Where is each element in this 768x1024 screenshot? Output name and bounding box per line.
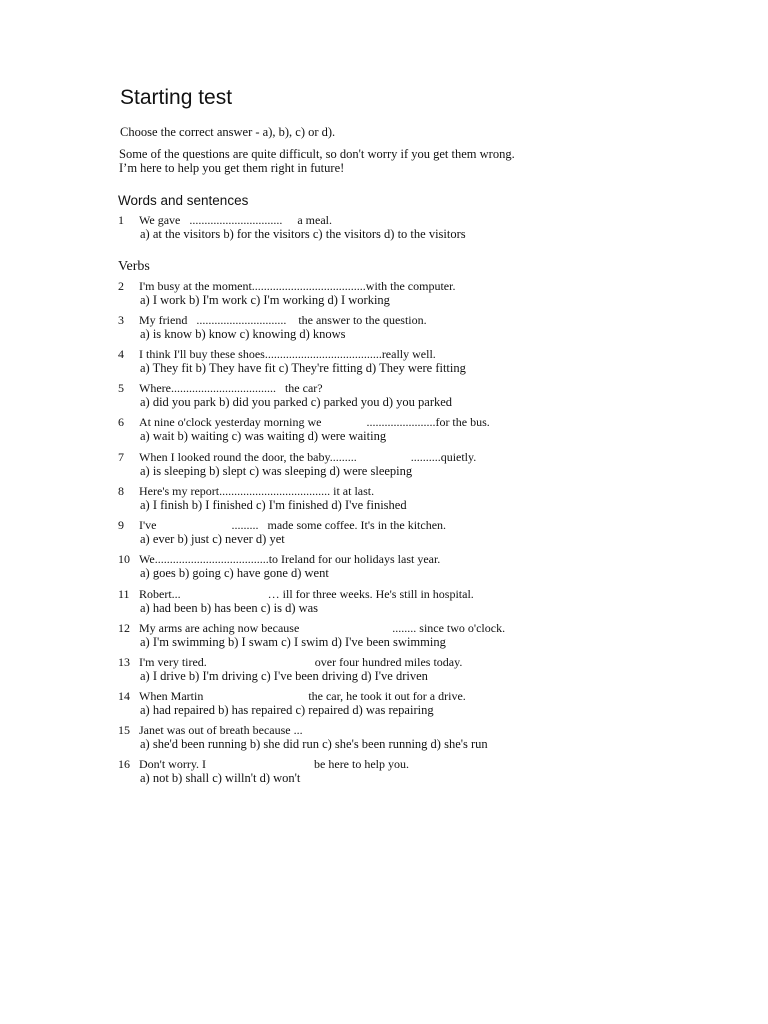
question-number: 2 bbox=[118, 279, 124, 293]
question-stem: I've ......... made some coffee. It's in the kitchen. bbox=[139, 518, 447, 532]
instructions-line-2: Some of the questions are quite difficult, so don't worry if you get them wrong. bbox=[119, 147, 515, 161]
question-number: 11 bbox=[118, 587, 130, 601]
question-number: 3 bbox=[118, 313, 124, 327]
question-options: a) at the visitors b) for the visitors c) the visitors d) to the visitors bbox=[140, 227, 466, 241]
question-options: a) did you park b) did you parked c) parked you d) you parked bbox=[140, 395, 453, 409]
question-options: a) I work b) I'm work c) I'm working d) I working bbox=[140, 293, 390, 307]
question-number: 12 bbox=[118, 621, 130, 635]
question-options: a) not b) shall c) willn't d) won't bbox=[140, 771, 301, 785]
question-stem: Here's my report..................................... it at last. bbox=[139, 484, 375, 498]
question-stem: My arms are aching now because ........ since two o'clock. bbox=[139, 621, 506, 635]
section-heading-verbs: Verbs bbox=[118, 259, 150, 274]
question-stem: I think I'll buy these shoes.......................................really well. bbox=[139, 347, 436, 361]
question-options: a) had repaired b) has repaired c) repaired d) was repairing bbox=[140, 703, 434, 717]
question-number: 9 bbox=[118, 518, 124, 532]
page-title: Starting test bbox=[120, 86, 233, 109]
question-options: a) I finish b) I finished c) I'm finished d) I've finished bbox=[140, 498, 407, 512]
question-stem: Janet was out of breath because ... bbox=[139, 723, 303, 737]
question-number: 10 bbox=[118, 552, 130, 566]
question-options: a) I drive b) I'm driving c) I've been driving d) I've driven bbox=[140, 669, 428, 683]
question-stem: When I looked round the door, the baby......... ..........quietly. bbox=[139, 450, 477, 464]
instructions-line-1: Choose the correct answer - a), b), c) or d). bbox=[120, 125, 336, 139]
question-options: a) goes b) going c) have gone d) went bbox=[140, 566, 329, 580]
instructions-line-3: I’m here to help you get them right in future! bbox=[119, 161, 345, 175]
question-number: 16 bbox=[118, 757, 130, 771]
question-stem: At nine o'clock yesterday morning we .......................for the bus. bbox=[139, 415, 490, 429]
question-options: a) is sleeping b) slept c) was sleeping d) were sleeping bbox=[140, 464, 413, 478]
question-stem: We gave ............................... a meal. bbox=[139, 213, 332, 227]
question-number: 5 bbox=[118, 381, 124, 395]
question-number: 6 bbox=[118, 415, 124, 429]
question-stem: I'm busy at the moment......................................with the computer. bbox=[139, 279, 456, 293]
question-number: 14 bbox=[118, 689, 130, 703]
question-options: a) is know b) know c) knowing d) knows bbox=[140, 327, 346, 341]
question-stem: We......................................to Ireland for our holidays last year. bbox=[139, 552, 441, 566]
question-options: a) wait b) waiting c) was waiting d) were waiting bbox=[140, 429, 387, 443]
question-options: a) They fit b) They have fit c) They're fitting d) They were fitting bbox=[140, 361, 466, 375]
question-stem: Where................................... the car? bbox=[139, 381, 323, 395]
question-stem: I'm very tired. over four hundred miles today. bbox=[139, 655, 463, 669]
section-heading-words: Words and sentences bbox=[118, 193, 249, 208]
question-stem: My friend .............................. the answer to the question. bbox=[139, 313, 427, 327]
question-options: a) I'm swimming b) I swam c) I swim d) I've been swimming bbox=[140, 635, 446, 649]
question-number: 1 bbox=[118, 213, 124, 227]
question-number: 4 bbox=[118, 347, 124, 361]
question-number: 8 bbox=[118, 484, 124, 498]
instructions-paragraph bbox=[119, 147, 515, 175]
question-stem: Don't worry. I be here to help you. bbox=[139, 757, 410, 771]
question-options: a) had been b) has been c) is d) was bbox=[140, 601, 319, 615]
question-options: a) she'd been running b) she did run c) she's been running d) she's run bbox=[140, 737, 488, 751]
question-stem: When Martin the car, he took it out for a drive. bbox=[139, 689, 466, 703]
question-options: a) ever b) just c) never d) yet bbox=[140, 532, 285, 546]
question-number: 13 bbox=[118, 655, 130, 669]
question-number: 15 bbox=[118, 723, 130, 737]
question-number: 7 bbox=[118, 450, 124, 464]
question-stem: Robert... … ill for three weeks. He's still in hospital. bbox=[139, 587, 474, 601]
